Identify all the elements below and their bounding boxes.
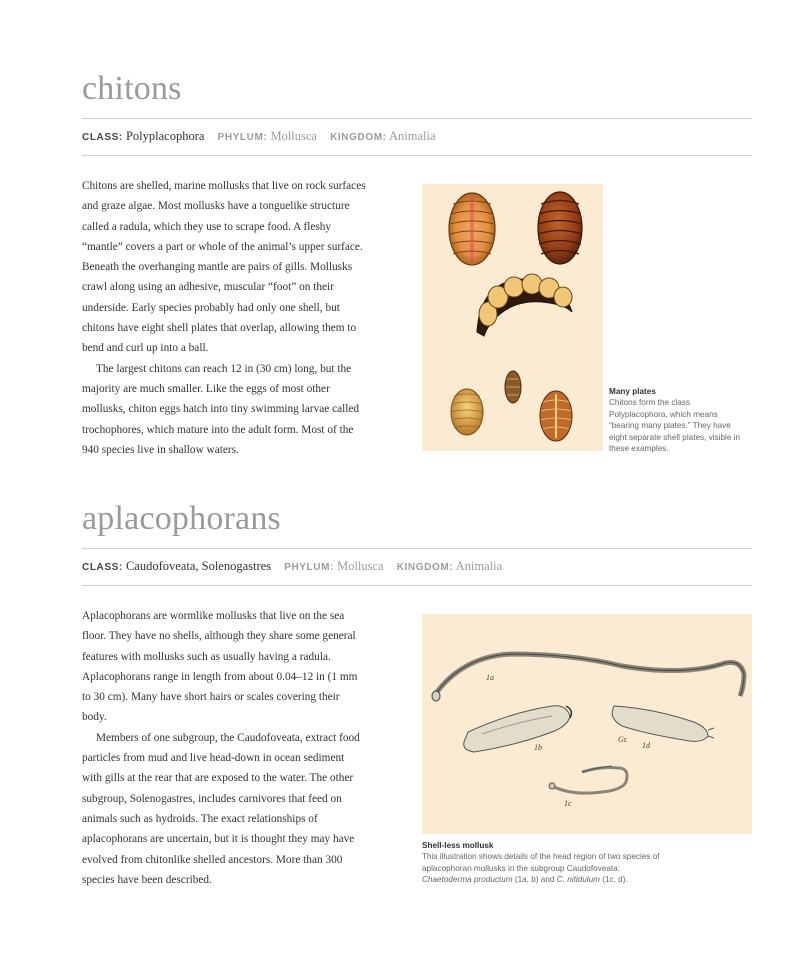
kingdom-label: KINGDOM: [330,132,387,143]
worm-1a [432,654,744,701]
chiton-caption [609,386,741,454]
paragraph: Members of one subgroup, the Caudofoveata, extract food particles from mud and live head-down in ocean sediment with gills at the rear that are exposed to the water. The other subgroup, Solenogastres, includes carnivores that feed on animals such as hydroids. The exact relationships of aplacophorans are uncertain, but it is thought they may have evolved from chitonlike shelled ancestors. More than 300 species have been described. [82,731,360,886]
taxonomy-line [82,560,512,573]
class-label: CLASS: [82,132,123,143]
paragraph: The largest chitons can reach 12 in (30 cm) long, but the majority are much smaller. Like the eggs of most other mollusks, chiton eggs hatch into tiny swimming larvae called trochophores, which mature into the adult form. Most of the 940 species live in shallow waters. [82,362,360,456]
figure-label-1c: 1c [564,799,572,808]
kingdom-value: Animalia [389,129,436,143]
divider [82,118,752,119]
body-text [82,176,367,460]
phylum-value: Mollusca [270,129,317,143]
caption-title: Many plates [609,387,656,396]
paragraph: Aplacophorans are wormlike mollusks that live on the sea floor. They have no shells, although they share some general features with mollusks such as usually having a radula. Aplacophorans range in length from about 0.04–12 in (1 mm to 30 cm). Many have short hairs or scales covering their body. [82,610,358,724]
divider [82,155,752,156]
caption-text: Chitons form the class Polyplacophora, which means “bearing many plates.” They have eight separate shell plates, visible in these examples. [609,398,741,454]
worm-1b [464,706,572,752]
section-title: aplacophorans [82,500,281,537]
chiton-specimen-1 [449,193,495,265]
phylum-label: PHYLUM: [284,562,334,573]
chiton-specimen-tiny [505,371,521,403]
aplacophoran-illustration [422,614,752,834]
phylum-value: Mollusca [337,559,384,573]
divider [82,548,752,549]
aplacophoran-drawing [422,614,752,834]
divider [82,585,752,586]
figure-label-1a: 1a [486,673,494,682]
class-value: Polyplacophora [125,129,205,143]
class-label: CLASS: [82,562,123,573]
figure-label-1b: 1b [534,743,542,752]
aplacophoran-caption [422,840,662,886]
figure-label-1d: 1d [642,741,650,750]
chiton-specimen-curled [477,274,572,336]
chiton-specimen-small-left [451,389,483,435]
caption-text: (1c, d). [599,875,628,885]
chiton-specimen-small-right [540,391,572,441]
worm-1c [549,766,627,793]
caption-text: (1a, b) and [512,875,557,885]
chiton-illustration [422,184,603,451]
chiton-drawing [422,184,603,451]
kingdom-value: Animalia [455,559,503,573]
paragraph: Chitons are shelled, marine mollusks that live on rock surfaces and graze algae. Most mollusks have a tonguelike structure called a radula, which they use to scrape food. A fleshy “mantle” covers a part or whole of the animal’s upper surface. Beneath the overhanging mantle are pairs of gills. Mollusks crawl along using an adhesive, muscular “foot” on their underside. Early species probably had only one shell, but chitons have eight shell plates that overlap, allowing them to bend and curl up into a ball. [82,180,366,355]
chiton-specimen-2 [538,192,582,264]
caption-title: Shell-less mollusk [422,841,494,850]
class-value: Caudofoveata, Solenogastres [125,559,272,573]
phylum-label: PHYLUM: [217,132,268,143]
figure-label-gr: Gr. [618,735,629,744]
section-title: chitons [82,70,182,107]
caption-species: Chaetoderma productum [422,875,513,885]
body-text [82,606,367,890]
taxonomy-line [82,130,446,143]
caption-text: This illustration shows details of the head region of two species of aplacophoran mollusks in the subgroup Caudofoveata: [422,852,660,873]
caption-species: C. nitidulum [556,875,600,885]
kingdom-label: KINGDOM: [396,562,454,573]
